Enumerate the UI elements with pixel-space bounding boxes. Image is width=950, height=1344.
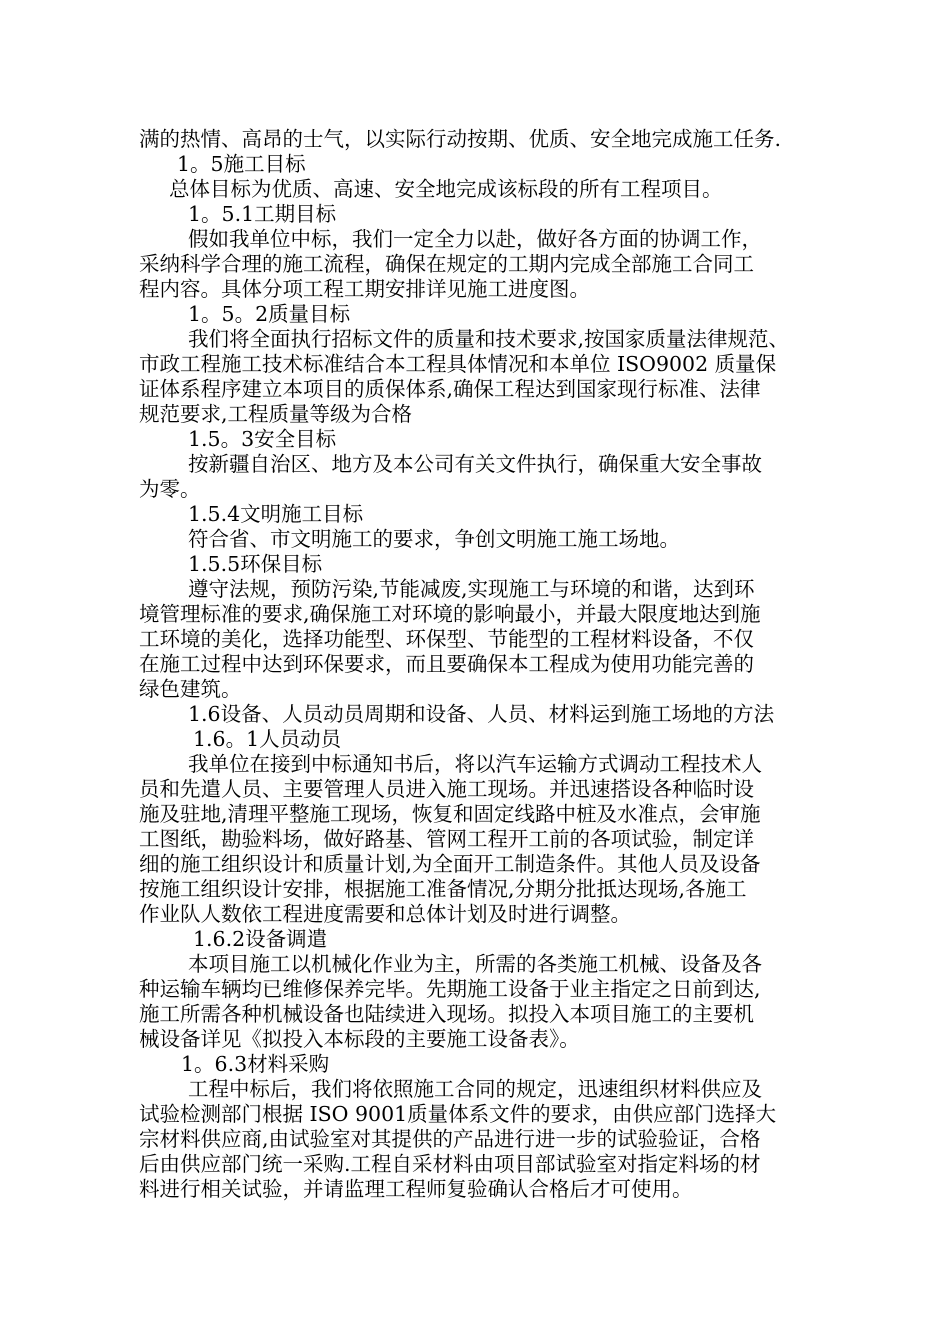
- text-line: 遵守法规，预防污染,节能减废,实现施工与环境的和谐，达到环: [188, 577, 755, 601]
- text-line: 境管理标准的要求,确保施工对环境的影响最小，并最大限度地达到施: [139, 602, 761, 626]
- text-line: 绿色建筑。: [139, 677, 242, 701]
- text-line: 程内容。具体分项工程工期安排详见施工进度图。: [139, 277, 590, 301]
- text-line: 宗材料供应商,由试验室对其提供的产品进行进一步的试验验证，合格: [139, 1127, 761, 1151]
- text-line: 总体目标为优质、高速、安全地完成该标段的所有工程项目。: [169, 177, 723, 201]
- text-line: 假如我单位中标，我们一定全力以赴，做好各方面的协调工作，: [188, 227, 762, 251]
- text-line: 我单位在接到中标通知书后，将以汽车运输方式调动工程技术人: [188, 752, 762, 776]
- section-heading: 1。5.1工期目标: [188, 202, 337, 226]
- text-line: 市政工程施工技术标准结合本工程具体情况和本单位 ISO9002 质量保: [139, 352, 777, 376]
- text-line: 细的施工组织设计和质量计划,为全面开工制造条件。其他人员及设备: [139, 852, 761, 876]
- text-line: 我们将全面执行招标文件的质量和技术要求,按国家质量法律规范、: [188, 327, 790, 351]
- text-line: 按新疆自治区、地方及本公司有关文件执行，确保重大安全事故: [188, 452, 762, 476]
- text-line: 符合省、市文明施工的要求，争创文明施工施工场地。: [188, 527, 680, 551]
- text-line: 施工所需各种机械设备也陆续进入现场。拟投入本项目施工的主要机: [139, 1002, 754, 1026]
- section-heading: 1。6.3材料采购: [181, 1052, 330, 1076]
- section-heading: 1.5.5环保目标: [188, 552, 323, 576]
- text-line: 工图纸，勘验料场，做好路基、管网工程开工前的各项试验，制定详: [139, 827, 754, 851]
- text-line: 规范要求,工程质量等级为合格: [139, 402, 413, 426]
- text-line: 试验检测部门根据 ISO 9001质量体系文件的要求，由供应部门选择大: [139, 1102, 777, 1126]
- section-heading: 1。5施工目标: [177, 152, 306, 176]
- text-line: 为零。: [139, 477, 201, 501]
- text-line: 施及驻地,清理平整施工现场，恢复和固定线路中桩及水准点，会审施: [139, 802, 761, 826]
- text-line: 械设备详见《拟投入本标段的主要施工设备表》。: [139, 1027, 580, 1051]
- text-line: 员和先遣人员、主要管理人员进入施工现场。并迅速搭设各种临时设: [139, 777, 754, 801]
- section-heading: 1.6.2设备调遣: [193, 927, 328, 951]
- text-line: 在施工过程中达到环保要求，而且要确保本工程成为使用功能完善的: [139, 652, 754, 676]
- text-line: 工环境的美化，选择功能型、环保型、节能型的工程材料设备，不仅: [139, 627, 754, 651]
- text-line: 种运输车辆均已维修保养完毕。先期施工设备于业主指定之日前到达,: [139, 977, 761, 1001]
- section-heading: 1.5。3安全目标: [188, 427, 337, 451]
- text-line: 满的热情、高昂的士气，以实际行动按期、优质、安全地完成施工任务.: [139, 127, 782, 151]
- text-line: 采纳科学合理的施工流程，确保在规定的工期内完成全部施工合同工: [139, 252, 754, 276]
- section-heading: 1。5。2质量目标: [188, 302, 351, 326]
- text-line: 作业队人数依工程进度需要和总体计划及时进行调整。: [139, 902, 631, 926]
- text-line: 本项目施工以机械化作业为主，所需的各类施工机械、设备及各: [188, 952, 762, 976]
- section-heading: 1.5.4文明施工目标: [188, 502, 364, 526]
- text-line: 按施工组织设计安排，根据施工准备情况,分期分批抵达现场,各施工: [139, 877, 747, 901]
- text-line: 后由供应部门统一采购.工程自采材料由项目部试验室对指定料场的材: [139, 1152, 761, 1176]
- text-line: 工程中标后，我们将依照施工合同的规定，迅速组织材料供应及: [188, 1077, 762, 1101]
- section-heading: 1.6。1人员动员: [193, 727, 342, 751]
- text-line: 料进行相关试验，并请监理工程师复验确认合格后才可使用。: [139, 1177, 693, 1201]
- text-line: 证体系程序建立本项目的质保体系,确保工程达到国家现行标准、法律: [139, 377, 761, 401]
- section-heading: 1.6设备、人员动员周期和设备、人员、材料运到施工场地的方法: [188, 702, 775, 726]
